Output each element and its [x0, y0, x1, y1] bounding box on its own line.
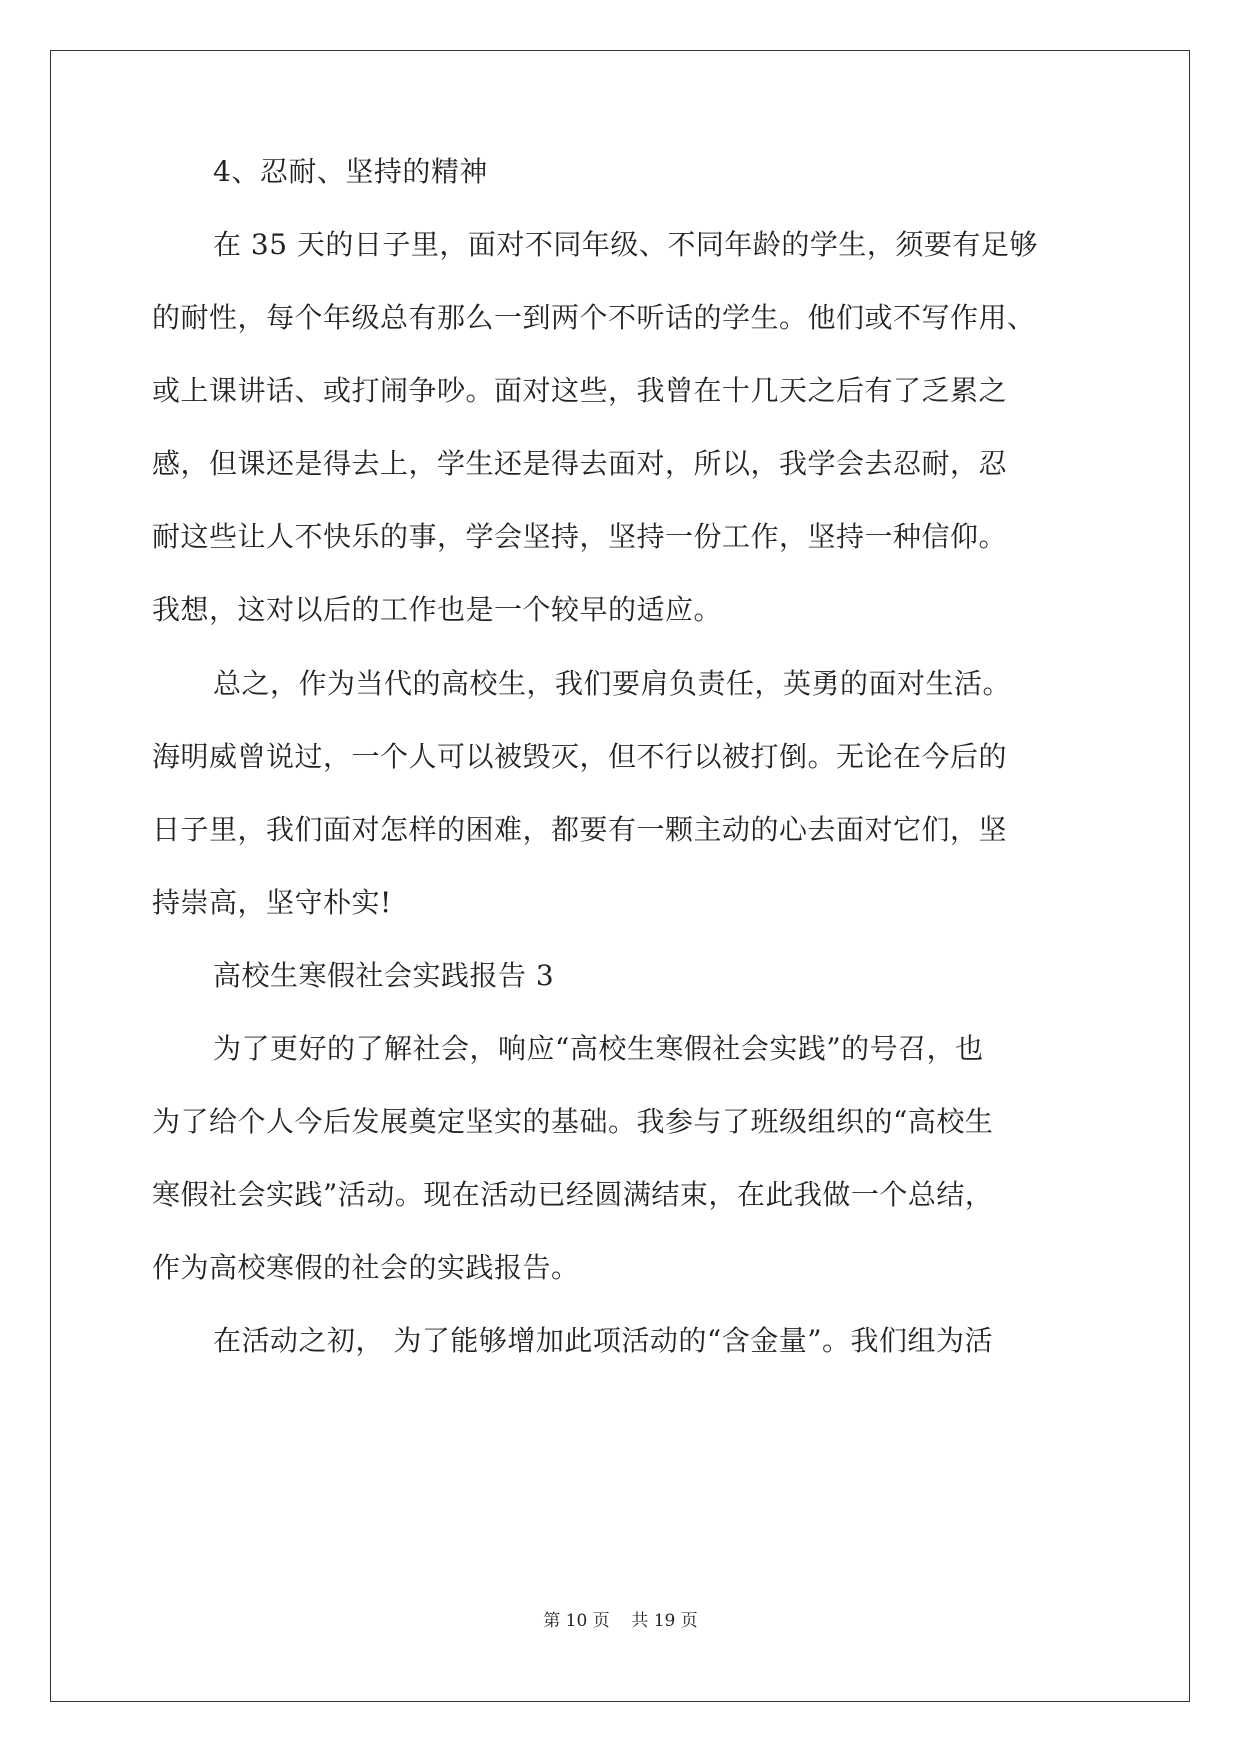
paragraph-line: 在 35 天的日子里，面对不同年级、不同年龄的学生，须要有足够 — [213, 228, 1038, 261]
paragraph-line: 我想，这对以后的工作也是一个较早的适应。 — [152, 593, 723, 626]
paragraph-line: 作为高校寒假的社会的实践报告。 — [152, 1251, 580, 1284]
paragraph-line: 的耐性，每个年级总有那么一到两个不听话的学生。他们或不写作用、 — [152, 301, 1036, 334]
paragraph-line: 总之，作为当代的高校生，我们要肩负责任，英勇的面对生活。 — [213, 667, 1012, 700]
paragraph-line: 或上课讲话、或打闹争吵。面对这些，我曾在十几天之后有了乏累之 — [152, 374, 1008, 407]
paragraph-line: 海明威曾说过，一个人可以被毁灭，但不行以被打倒。无论在今后的 — [152, 740, 1008, 773]
section-heading: 4、忍耐、坚持的精神 — [213, 155, 488, 188]
page-footer — [0, 1609, 1241, 1633]
paragraph-line: 为了更好的了解社会，响应“高校生寒假社会实践”的号召，也 — [213, 1032, 984, 1065]
paragraph-line: 感，但课还是得去上，学生还是得去面对，所以，我学会去忍耐，忍 — [152, 447, 1008, 480]
paragraph-line: 在活动之初， 为了能够增加此项活动的“含金量”。我们组为活 — [213, 1324, 994, 1357]
paragraph-line: 为了给个人今后发展奠定坚实的基础。我参与了班级组织的“高校生 — [152, 1105, 994, 1138]
paragraph-line: 寒假社会实践”活动。现在活动已经圆满结束，在此我做一个总结， — [152, 1178, 994, 1211]
report-title: 高校生寒假社会实践报告 3 — [213, 959, 555, 992]
paragraph-line: 持崇高，坚守朴实! — [152, 886, 392, 919]
page-number-label: 第 10 页 共 19 页 — [543, 1611, 698, 1631]
paragraph-line: 日子里，我们面对怎样的困难，都要有一颗主动的心去面对它们，坚 — [152, 813, 1008, 846]
paragraph-line: 耐这些让人不快乐的事，学会坚持，坚持一份工作，坚持一种信仰。 — [152, 520, 1008, 553]
